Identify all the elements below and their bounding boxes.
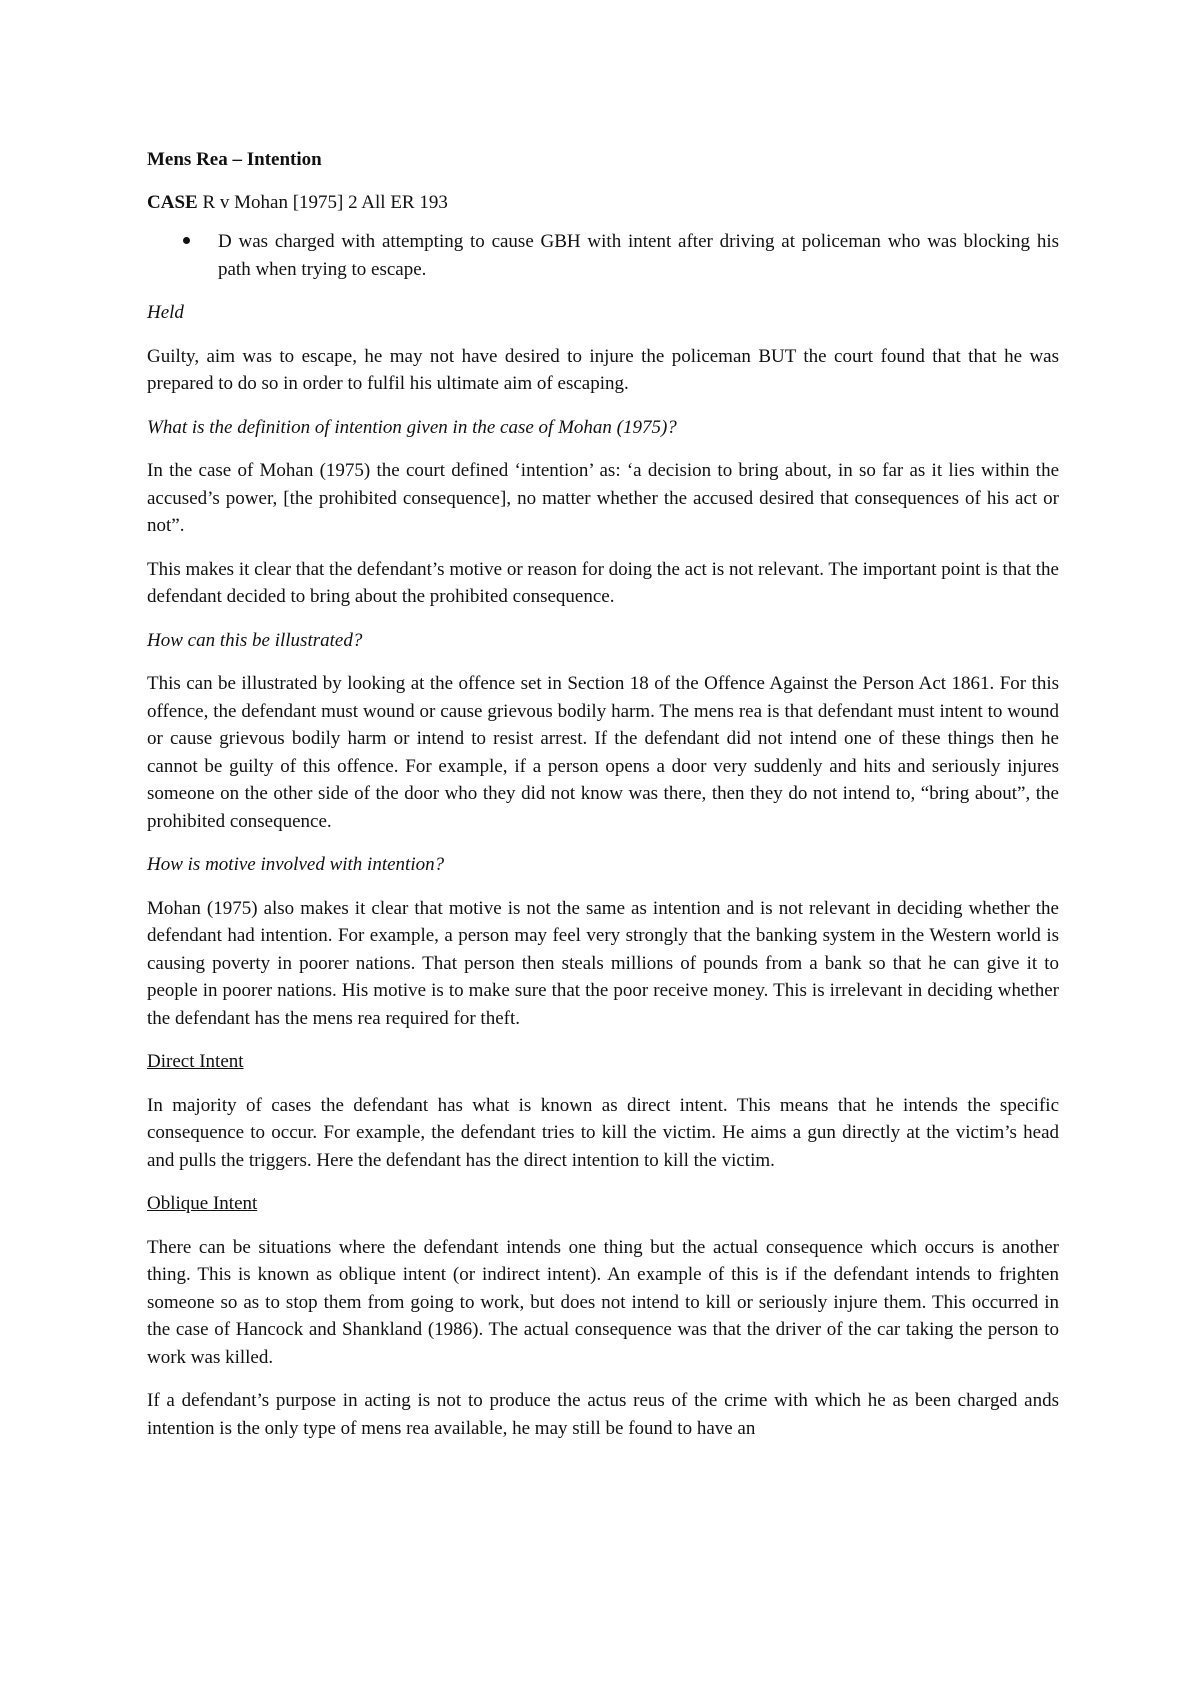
illustration-paragraph: This can be illustrated by looking at the offence set in Section 18 of the Offence Against the Person Act 1861. For this offence, the defendant must wound or cause grievous bodily harm. The mens rea is that defendant must intent to wound or cause grievous bodily harm or intend to resist arrest. If the defendant did not intend one of these things then he cannot be guilty of this offence. For example, if a person opens a door very suddenly and hits and seriously injures someone on the other side of the door who they did not know was there, then they do not intend to, “bring about”, the prohibited consequence.: [147, 673, 1059, 832]
direct-intent-paragraph: In majority of cases the defendant has what is known as direct intent. This means that he intends the specific consequence to occur. For example, the defendant tries to kill the victim. He aims a gun directly at the victim’s head and pulls the triggers. Here the defendant has the direct intention to kill the victim.: [147, 1094, 1059, 1171]
case-facts-list: [147, 228, 1059, 283]
question-definition: What is the definition of intention given in the case of Mohan (1975)?: [147, 416, 677, 438]
definition-paragraph: In the case of Mohan (1975) the court defined ‘intention’ as: ‘a decision to bring about, in so far as it lies within the accused’s power, [the prohibited consequence], no matter whether the accused desired that consequences of his act or not”.: [147, 460, 1059, 536]
question-illustration: How can this be illustrated?: [147, 629, 363, 651]
document-body: [147, 146, 1059, 1458]
bullet-icon: [183, 237, 190, 244]
direct-intent-heading: Direct Intent: [147, 1051, 244, 1072]
motive-paragraph: Mohan (1975) also makes it clear that motive is not the same as intention and is not relevant in deciding whether the defendant had intention. For example, a person may feel very strongly that the banking system in the Western world is causing poverty in poorer nations. That person then steals millions of pounds from a bank so that he can give it to people in poorer nations. His motive is to make sure that the poor receive money. This is irrelevant in deciding whether the defendant has the mens rea required for theft.: [147, 897, 1059, 1029]
case-facts-item: [147, 228, 1059, 283]
motive-relevance-paragraph: This makes it clear that the defendant’s motive or reason for doing the act is not relevant. The important point is that the defendant decided to bring about the prohibited consequence.: [147, 558, 1059, 607]
held-paragraph: Guilty, aim was to escape, he may not have desired to injure the policeman BUT the court found that that he was prepared to do so in order to fulfil his ultimate aim of escaping.: [147, 345, 1059, 394]
held-heading: Held: [147, 302, 184, 323]
oblique-intent-heading: Oblique Intent: [147, 1193, 258, 1214]
case-facts-text: D was charged with attempting to cause GBH with intent after driving at policeman who was blocking his path when trying to escape.: [218, 231, 1059, 280]
oblique-intent-paragraph: There can be situations where the defendant intends one thing but the actual consequence which occurs is another thing. This is known as oblique intent (or indirect intent). An example of this is if the defendant intends to frighten someone so as to stop them from going to work, but does not intend to kill or seriously injure them. This occurred in the case of Hancock and Shankland (1986). The actual consequence was that the driver of the car taking the person to work was killed.: [147, 1236, 1059, 1368]
document-title: Mens Rea – Intention: [147, 149, 322, 170]
case-label: CASE: [147, 191, 198, 213]
final-paragraph: If a defendant’s purpose in acting is not to produce the actus reus of the crime with which he as been charged ands intention is the only type of mens rea available, he may still be found to have an: [147, 1390, 1059, 1439]
case-citation: R v Mohan [1975] 2 All ER 193: [197, 191, 448, 213]
question-motive: How is motive involved with intention?: [147, 854, 445, 875]
case-citation-line: [147, 189, 1059, 217]
